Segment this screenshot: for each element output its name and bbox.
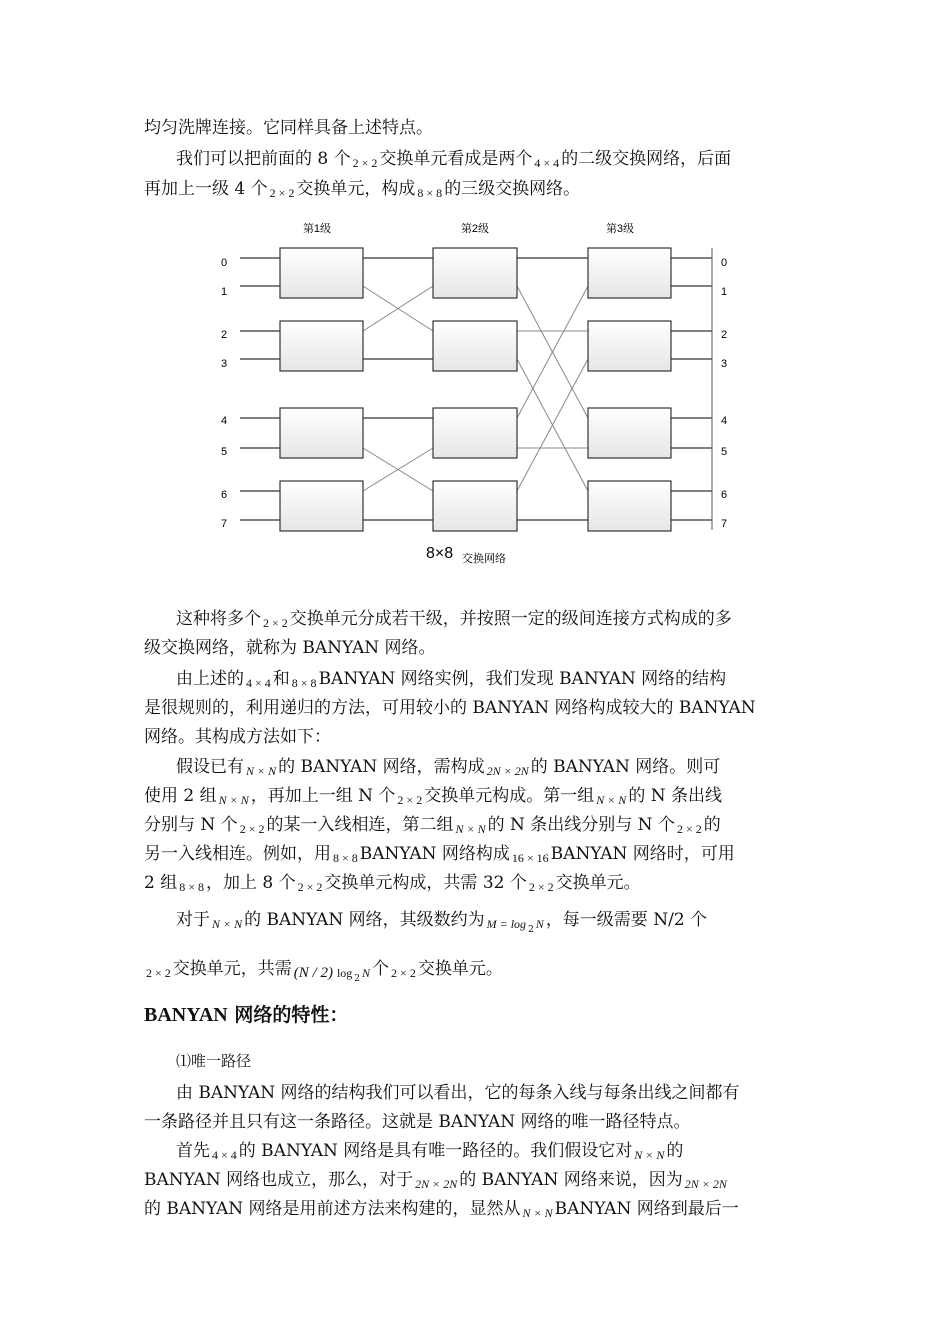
output-label: 0 [720,257,728,269]
math-expr: 16 × 16 [511,851,549,865]
switch-box-s2-1 [433,248,517,298]
output-label: 5 [720,446,728,458]
math-expr: 8 × 8 [179,880,205,894]
text-line: 由上述的 4 × 4 和 8 × 8 BANYAN 网络实例，我们发现 BANYAN 网络的结构 [176,669,727,690]
math-expr: 8 × 8 [417,186,443,200]
switch-box-s2-2 [433,321,517,371]
input-label: 1 [220,286,228,298]
output-label: 4 [720,415,728,427]
math-expr: N × N [634,1148,665,1162]
math-expr: N × N [218,793,249,807]
math-expr: N × N [596,793,627,807]
switch-box-s3-4 [588,481,671,531]
switch-box-s3-1 [588,248,671,298]
math-expr: 2 × 2 [352,156,378,170]
math-expr: 2N × 2N [684,1177,727,1191]
text-line: 另一入线相连。例如，用 8 × 8 BANYAN 网络构成 16 × 16 BANYAN 网络时，可用 [144,844,735,865]
input-label: 2 [220,329,228,341]
output-label: 7 [720,518,728,530]
input-label: 6 [220,489,228,501]
math-expr: 2 × 2 [391,966,416,980]
stage2-stage3-straight-links [517,258,588,520]
input-label: 3 [220,358,228,370]
text-line: 的 BANYAN 网络是用前述方法来构建的，显然从 N × N BANYAN 网络到最后一 [144,1199,739,1220]
switch-box-s1-1 [280,248,363,298]
text-line: 假设已有 N × N 的 BANYAN 网络，需构成 2N × 2N 的 BANYAN 网络。则可 [176,757,721,778]
text-line: 使用 2 组 N × N ，再加上一组 N 个 2 × 2 交换单元构成。第一组 N × N 的 N 条出线 [144,786,722,807]
text-line: 网络。其构成方法如下： [144,727,331,747]
output-label: 3 [720,358,728,370]
stage2-stage3-cross-links [517,286,588,491]
stage-label: 第2级 [460,223,490,235]
banyan-8x8-diagram [200,210,760,580]
stage1-stage2-straight-links [363,258,433,520]
switch-box-s1-4 [280,481,363,531]
text-line: 级交换网络，就称为 BANYAN 网络。 [144,638,436,658]
math-expr: 4 × 4 [212,1148,237,1162]
text-line: 对于 N × N 的 BANYAN 网络，其级数约为 M = log $_2$ N ，每一级需要 N/2 个 [176,910,708,935]
text-line: 这种将多个 2 × 2 交换单元分成若干级，并按照一定的级间连接方式构成的多 [176,609,732,630]
math-expr: 2N × 2N [486,764,529,778]
output-label: 1 [720,286,728,298]
math-expr: N × N [212,917,243,931]
math-expr: N × N [522,1206,553,1220]
subsection-title: ⑴唯一路径 [176,1052,252,1070]
math-expr: N [535,917,544,931]
text-line: 2 × 2 交换单元，共需 (N / 2) log $_2$ N 个 2 × 2 交换单元。 [146,959,503,984]
math-expr: 4 × 4 [246,676,271,690]
stage-label: 第1级 [302,223,332,235]
text-line: 首先 4 × 4 的 BANYAN 网络是具有唯一路径的。我们假设它对 N × N 的 [176,1141,684,1162]
math-expr: N × N [455,822,486,836]
output-lines [671,258,712,520]
math-expr: 8 × 8 [291,676,317,690]
stage-label: 第3级 [605,223,635,235]
math-expr: 8 × 8 [333,851,358,865]
text-line: BANYAN 网络也成立，那么，对于 2N × 2N 的 BANYAN 网络来说，因为 2N × 2N [144,1170,727,1191]
switch-box-s2-4 [433,481,517,531]
text-line: 均匀洗牌连接。它同样具备上述特点。 [144,118,433,138]
text-line: 一条路径并且只有这一条路径。这就是 BANYAN 网络的唯一路径特点。 [144,1112,691,1132]
math-expr: 4 × 4 [534,156,560,170]
math-expr: 2N × 2N [415,1177,458,1191]
text-line: 由 BANYAN 网络的结构我们可以看出，它的每条入线与每条出线之间都有 [176,1083,740,1103]
input-label: 4 [220,415,228,427]
diagram-caption-math: 8×8 [426,545,454,562]
math-expr: 2 × 2 [397,793,423,807]
input-label: 0 [220,257,228,269]
text-line: 是很规则的，利用递归的方法，可用较小的 BANYAN 网络构成较大的 BANYAN [144,698,756,718]
input-lines [240,258,280,520]
math-expr: 2 × 2 [239,822,265,836]
math-expr: N × N [246,764,277,778]
text-line: 分别与 N 个 2 × 2 的某一入线相连，第二组 N × N 的 N 条出线分别与 N 个 2 × 2 的 [144,815,721,836]
output-label: 2 [720,329,728,341]
math-expr: 2 × 2 [263,616,288,630]
input-label: 7 [220,518,228,530]
diagram-caption: 交换网络 [462,553,506,565]
math-expr: 2 × 2 [269,186,295,200]
math-subscript: 2 [528,925,534,935]
text-line: 再加上一级 4 个 2 × 2 交换单元，构成 8 × 8 的三级交换网络。 [144,179,581,200]
stage1-stage2-cross-links [363,286,433,491]
math-expr: 2 × 2 [297,880,323,894]
math-subscript: 2 [354,974,361,984]
math-expr: 2 × 2 [146,966,171,980]
switch-box-s3-3 [588,408,671,458]
switch-box-s2-3 [433,408,517,458]
switch-box-s1-3 [280,408,363,458]
math-expr: log [336,966,353,980]
switch-box-s1-2 [280,321,363,371]
math-expr: M = log [486,917,527,931]
input-label: 5 [220,446,228,458]
switch-box-s3-2 [588,321,671,371]
math-expr: (N / 2) [293,965,333,981]
output-label: 6 [720,489,728,501]
section-heading: BANYAN 网络的特性： [144,1004,349,1026]
math-expr: 2 × 2 [676,822,702,836]
text-line: 2 组 8 × 8 ，加上 8 个 2 × 2 交换单元构成，共需 32 个 2 × 2 交换单元。 [144,873,641,894]
text-line: 我们可以把前面的 8 个 2 × 2 交换单元看成是两个 4 × 4 的二级交换网络，后面 [176,149,732,170]
math-expr: 2 × 2 [528,880,554,894]
math-expr: N [362,966,371,980]
